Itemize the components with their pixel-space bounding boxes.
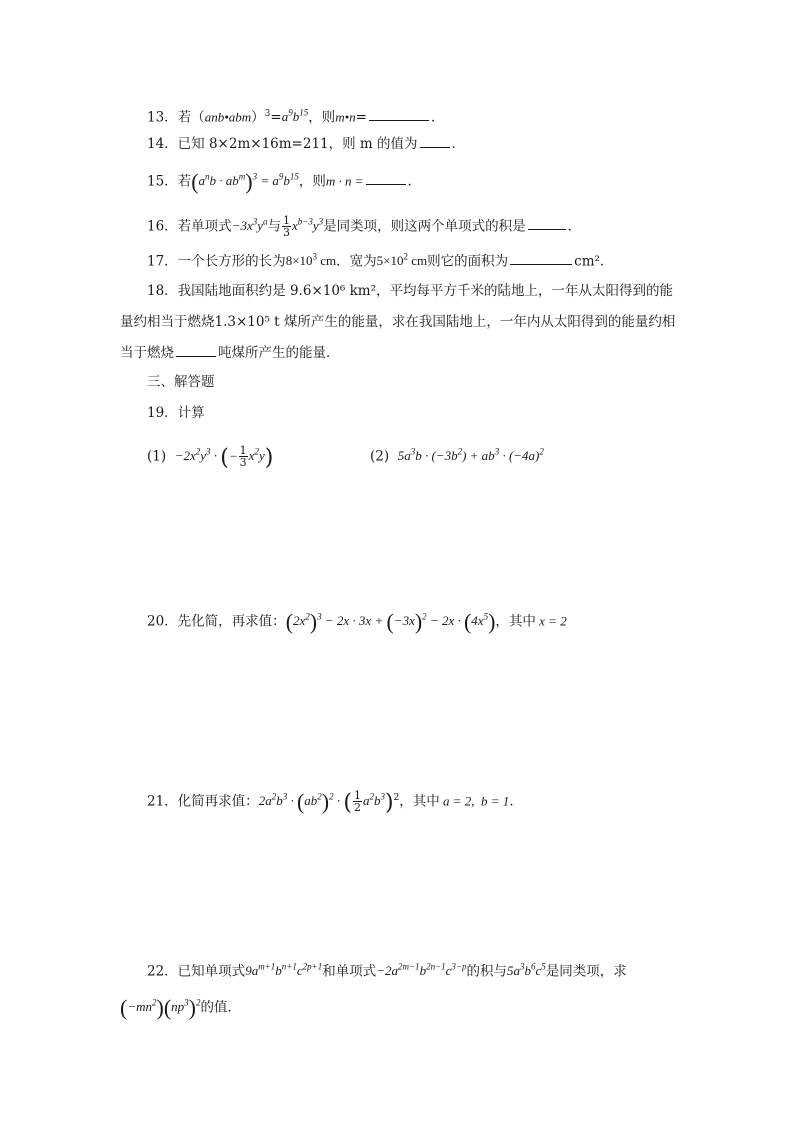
question-19-part1: $(1) -2x^2y^3$ · (− $\frac{1}{3}$ $x^2y$): [147, 444, 274, 471]
section-heading: 三、解答题: [147, 374, 215, 390]
q13-expr: anb•abm: [204, 109, 252, 125]
question-21: 21．化简再求值：$2a^2b^3 \cdot (ab^2)^2$ · ( $\frac{1}{2}$ $a^2b^3)^2$，其中 a = 2, b = 1．: [147, 789, 523, 816]
answer-blank[interactable]: [420, 134, 450, 148]
question-13: 13．若$(anb•abm)^3=a^9b^{15}$，则m•n= ．: [147, 108, 445, 126]
question-20: 20．先化简，再求值：$(2x^2)^3 - 2x \cdot 3x + (-3x)^2 - 2x \cdot (4x^5)$，其中 x = 2: [147, 609, 567, 635]
question-17: 17．一个长方形的长为$8\times 10^3$ cm．宽为$5\times 10^2$ cm则它的面积为 cm²．: [147, 252, 614, 270]
question-19-part2: (2) $5a^3b \cdot (-3b^2) + ab^3 \cdot (-4a)^2$: [370, 447, 544, 465]
answer-blank[interactable]: [369, 107, 429, 121]
answer-blank[interactable]: [510, 251, 572, 265]
question-14: 14．已知 8×2m×16m=211，则 m 的值为 ．: [147, 136, 466, 152]
question-15: 15．若$(a^nb \cdot ab^m)^3 = a^9b^{15}$，则m · n = .: [147, 169, 412, 195]
question-22-line2: $(-mn^2)(np^3)^2$的值．: [120, 995, 241, 1021]
question-18-line2: 量约相当于燃烧1.3×10⁵ t 煤所产生的能量，求在我国陆地上，一年内从太阳得到的能量约相: [120, 314, 676, 330]
question-18-line1: 18．我国陆地面积约是 9.6×10⁶ km²，平均每平方千米的陆地上，一年从太阳得到的能: [147, 283, 674, 299]
question-16: 16．若单项式$-3x^3y^a$与 $\frac{1}{3}$ $x^{b-3}y^3$是同类项，则这两个单项式的积是 ．: [147, 214, 582, 240]
question-22-line1: 22．已知单项式$9a^{m+1}b^{n+1}c^{2p+1}$和单项式$-2a^{2m-1}b^{2n-1}c^{3-p}$的积与$5a^3b^6c^5$是同类项，求: [147, 962, 627, 980]
answer-blank[interactable]: [366, 171, 406, 185]
question-18-line3: 当于燃烧 吨煤所产生的能量．: [120, 345, 340, 361]
answer-blank[interactable]: [528, 216, 566, 230]
answer-blank[interactable]: [176, 343, 216, 357]
question-19-title: 19．计算: [147, 405, 205, 421]
